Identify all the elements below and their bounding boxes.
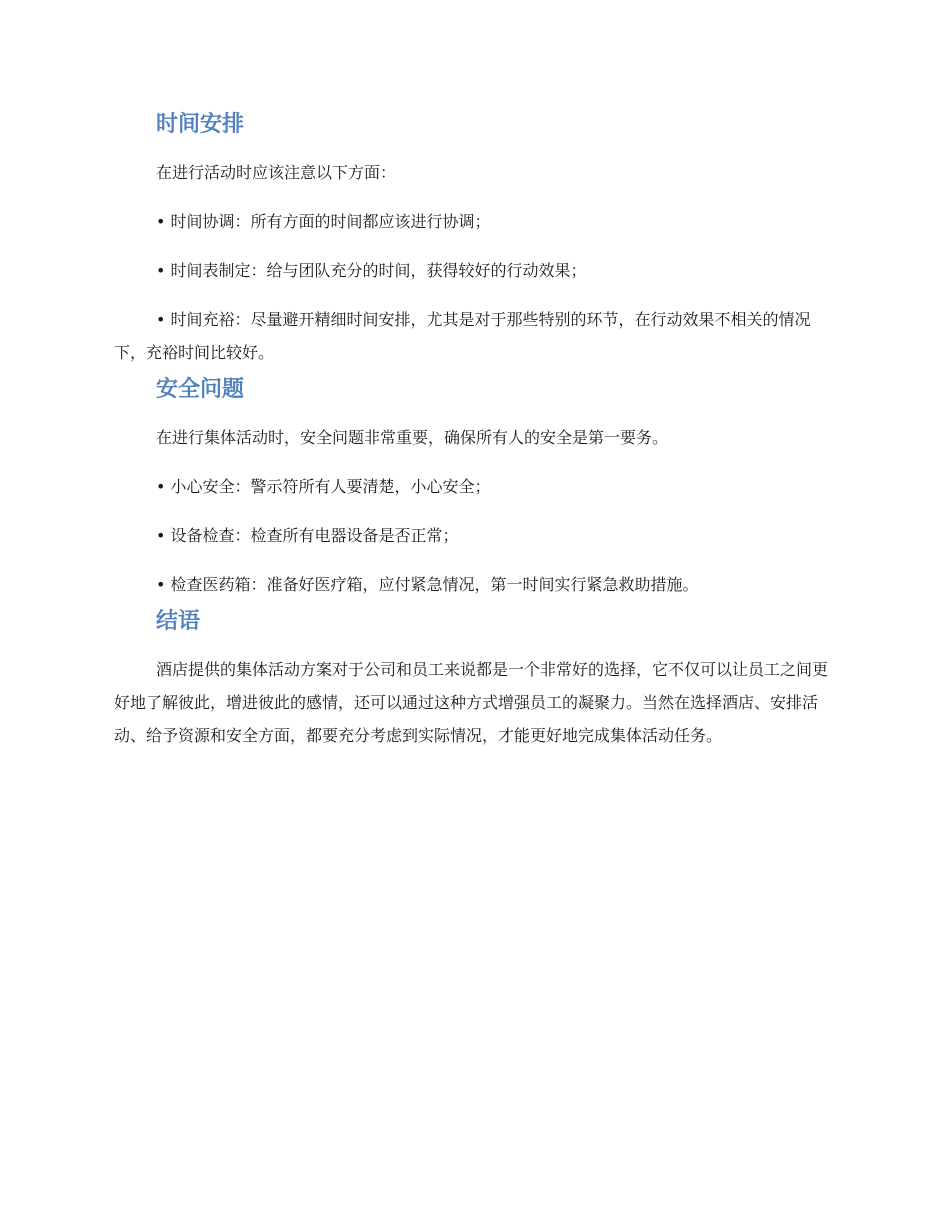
safety-item-caution: • 小心安全：警示符所有人要清楚，小心安全； xyxy=(156,477,491,496)
section-heading-safety: 安全问题 xyxy=(156,377,245,402)
schedule-item-timetable: • 时间表制定：给与团队充分的时间，获得较好的行动效果； xyxy=(156,261,587,280)
section-heading-conclusion: 结语 xyxy=(156,609,201,634)
safety-intro: 在进行集体活动时，安全问题非常重要，确保所有人的安全是第一要务。 xyxy=(156,428,669,447)
section-heading-schedule: 时间安排 xyxy=(156,112,245,137)
conclusion-paragraph: 酒店提供的集体活动方案对于公司和员工来说都是一个非常好的选择，它不仅可以让员工之间更好地了解彼此，增进彼此的感情，还可以通过这种方式增强员工的凝聚力。当然在选择酒店、安排活动、给予资源和安全方面，都要充分考虑到实际情况，才能更好地完成集体活动任务。 xyxy=(114,660,829,745)
safety-item-equipment-check: • 设备检查：检查所有电器设备是否正常； xyxy=(156,526,459,545)
schedule-item-ample-time: • 时间充裕：尽量避开精细时间安排，尤其是对于那些特别的环节，在行动效果不相关的情况下，充裕时间比较好。 xyxy=(114,310,811,362)
schedule-item-coordination: • 时间协调：所有方面的时间都应该进行协调； xyxy=(156,212,491,231)
document-body xyxy=(114,108,840,752)
schedule-intro: 在进行活动时应该注意以下方面： xyxy=(156,163,397,182)
safety-item-first-aid: • 检查医药箱：准备好医疗箱，应付紧急情况，第一时间实行紧急救助措施。 xyxy=(156,575,699,594)
